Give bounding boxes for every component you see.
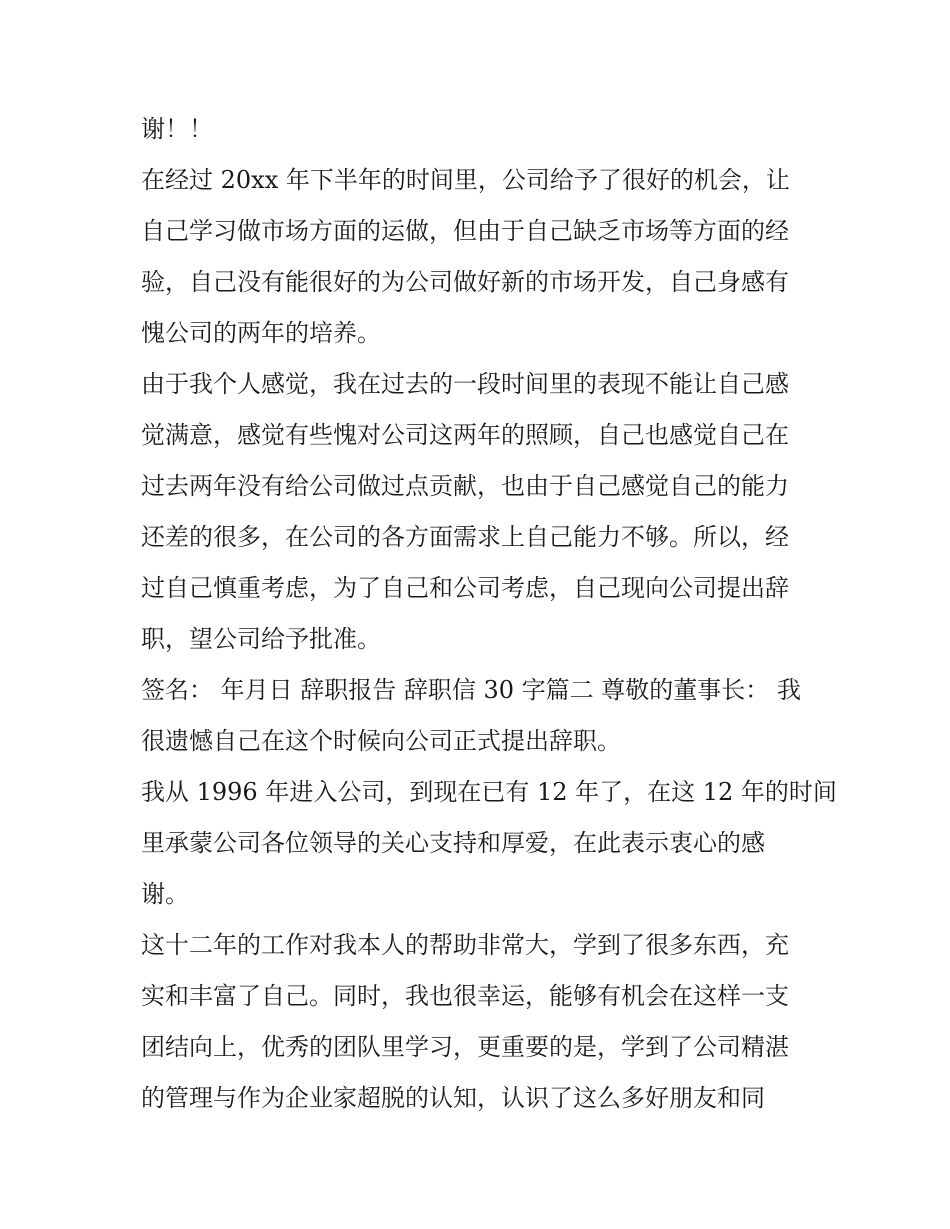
text-line: 由于我个人感觉，我在过去的一段时间里的表现不能让自己感 [141, 370, 789, 398]
document-body [141, 104, 837, 1124]
text-line: 的管理与作为企业家超脱的认知，认识了这么多好朋友和同 [141, 1084, 765, 1112]
text-line: 里承蒙公司各位领导的关心支持和厚爱，在此表示衷心的感 [141, 829, 765, 857]
text-line: 很遗憾自己在这个时候向公司正式提出辞职。 [141, 727, 621, 755]
text-line: 签名： 年月日 辞职报告 辞职信 30 字篇二 尊敬的董事长： 我 [141, 676, 801, 704]
text-line: 我从 1996 年进入公司，到现在已有 12 年了，在这 12 年的时间 [141, 778, 837, 806]
text-line: 这十二年的工作对我本人的帮助非常大，学到了很多东西，充 [141, 931, 789, 959]
text-line: 在经过 20xx 年下半年的时间里，公司给予了很好的机会，让 [141, 166, 790, 194]
text-line: 谢！！ [141, 115, 213, 143]
text-line: 职，望公司给予批准。 [141, 625, 381, 653]
text-line: 团结向上，优秀的团队里学习，更重要的是，学到了公司精湛 [141, 1033, 789, 1061]
text-line: 自己学习做市场方面的运做，但由于自己缺乏市场等方面的经 [141, 217, 789, 245]
text-line: 过去两年没有给公司做过点贡献，也由于自己感觉自己的能力 [141, 472, 789, 500]
text-line: 验，自己没有能很好的为公司做好新的市场开发，自己身感有 [141, 268, 789, 296]
text-line: 还差的很多，在公司的各方面需求上自己能力不够。所以，经 [141, 523, 789, 551]
text-line: 谢。 [141, 880, 189, 908]
text-line: 觉满意，感觉有些愧对公司这两年的照顾，自己也感觉自己在 [141, 421, 789, 449]
text-line: 愧公司的两年的培养。 [141, 319, 381, 347]
text-line: 过自己慎重考虑，为了自己和公司考虑，自己现向公司提出辞 [141, 574, 789, 602]
text-line: 实和丰富了自己。同时，我也很幸运，能够有机会在这样一支 [141, 982, 789, 1010]
